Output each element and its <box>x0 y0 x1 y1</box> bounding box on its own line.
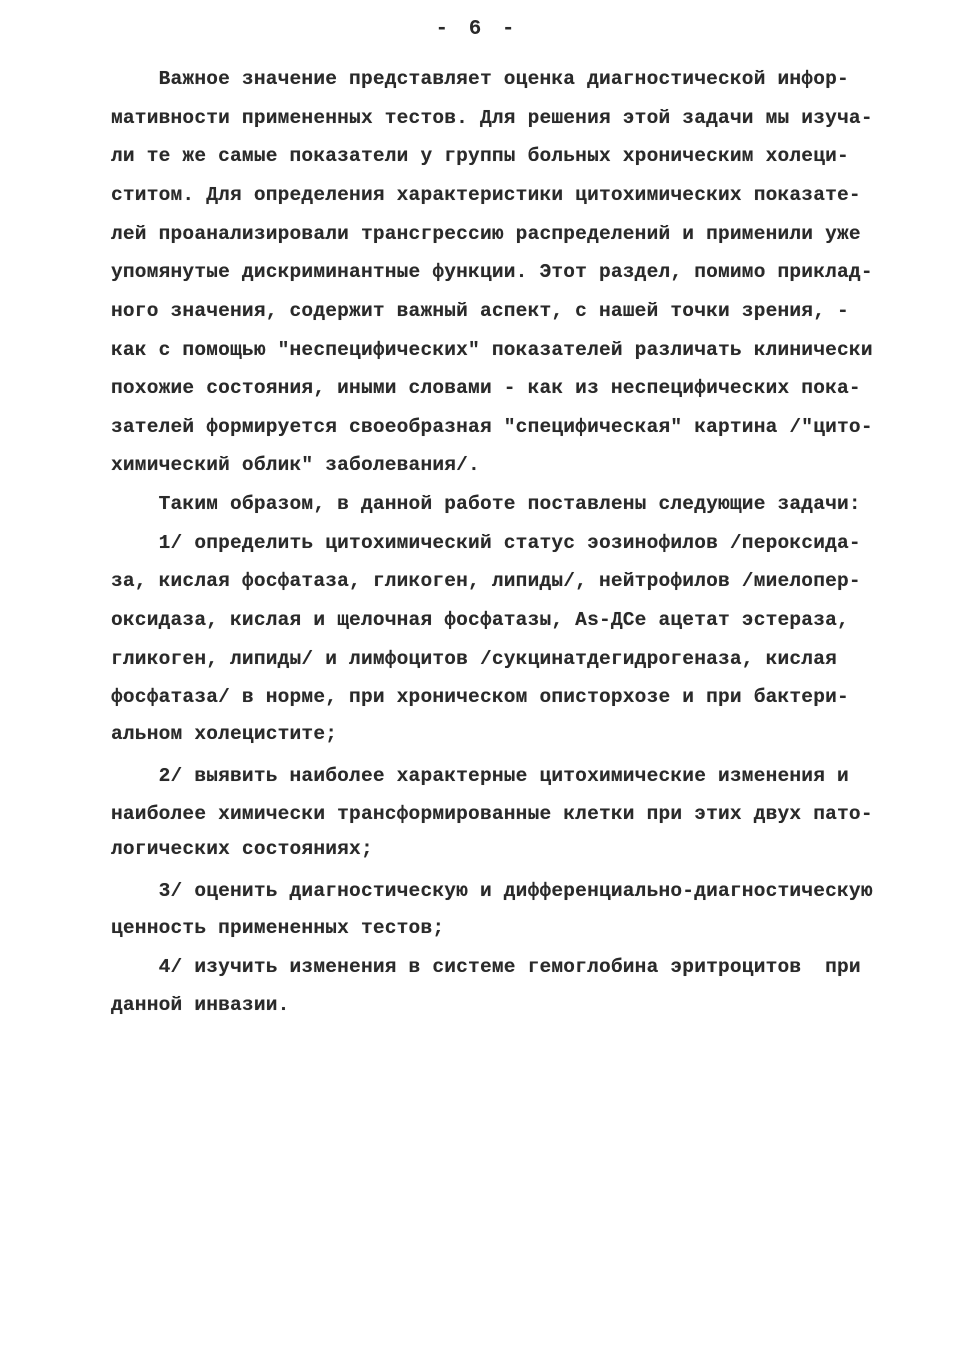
text-line: оксидаза, кислая и щелочная фосфатазы, As-ДСе ацетат эстераза, <box>111 609 849 631</box>
text-line: лей проанализировали трансгрессию распределений и применили уже <box>111 223 861 245</box>
text-line: мативности примененных тестов. Для решения этой задачи мы изуча- <box>111 107 873 129</box>
text-line: химический облик" заболевания/. <box>111 454 480 476</box>
text-line: зателей формируется своеобразная "специфическая" картина /"цито- <box>111 416 873 438</box>
text-line: 4/ изучить изменения в системе гемоглобина эритроцитов при <box>111 956 861 978</box>
text-line: ценность примененных тестов; <box>111 917 445 939</box>
text-line: похожие состояния, иными словами - как из неспецифических пока- <box>111 377 861 399</box>
text-line: ститом. Для определения характеристики цитохимических показате- <box>111 184 861 206</box>
text-line: 1/ определить цитохимический статус эозинофилов /пероксида- <box>111 532 861 554</box>
text-line: наиболее химически трансформированные клетки при этих двух пато- <box>111 803 873 825</box>
text-line: логических состояниях; <box>111 838 373 860</box>
text-line: альном холецистите; <box>111 723 338 745</box>
text-line: как с помощью "неспецифических" показателей различать клинически <box>111 339 873 361</box>
text-line: 2/ выявить наиболее характерные цитохимические изменения и <box>111 765 849 787</box>
text-line: данной инвазии. <box>111 994 290 1016</box>
text-line: за, кислая фосфатаза, гликоген, липиды/, нейтрофилов /миелопер- <box>111 570 861 592</box>
text-line: ного значения, содержит важный аспект, с нашей точки зрения, - <box>111 300 849 322</box>
text-line: упомянутые дискриминантные функции. Этот раздел, помимо приклад- <box>111 261 873 283</box>
page-number: - 6 - <box>435 18 519 41</box>
text-line: 3/ оценить диагностическую и дифференциально-диагностическую <box>111 880 873 902</box>
text-line: фосфатаза/ в норме, при хроническом описторхозе и при бактери- <box>111 686 849 708</box>
text-line: ли те же самые показатели у группы больных хроническим холеци- <box>111 145 849 167</box>
text-line: Важное значение представляет оценка диагностической инфор- <box>111 68 849 90</box>
text-line: гликоген, липиды/ и лимфоцитов /сукцинатдегидрогеназа, кислая <box>111 648 838 670</box>
text-line: Таким образом, в данной работе поставлены следующие задачи: <box>111 493 861 515</box>
